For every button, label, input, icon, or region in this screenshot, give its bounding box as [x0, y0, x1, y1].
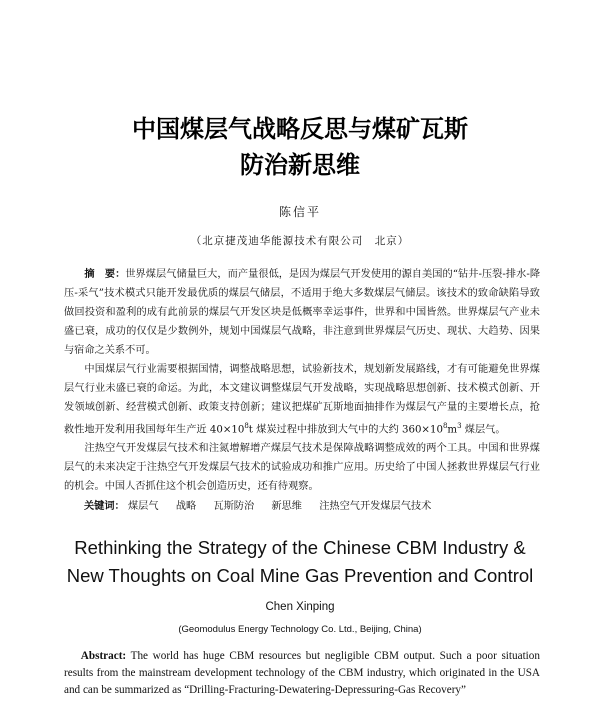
- english-author: Chen Xinping: [265, 601, 335, 613]
- chinese-abstract-paragraph-2: [64, 360, 540, 439]
- keyword: 战略: [175, 501, 197, 512]
- english-title-line2: New Thoughts on Coal Mine Gas Prevention and Control: [66, 565, 534, 586]
- chinese-keywords: [84, 497, 445, 512]
- chinese-abstract-text-1: 世界煤层气储量巨大，而产量很低，是因为煤层气开发使用的源自美国的“钻井-压裂-排水-降压-采气”技术模式只能开发最优质的煤层气储层，不适用于绝大多数煤层气储层。该技术的致命缺陷导致做回投资和盈利的成有此前景的煤层气开发区块是低概率幸运事件，世界和中国皆然。世界煤层气产业未盛已衰，成功的仅仅是少数例外，规划中国煤层气战略，非注意到世界煤层气历史、现状、大趋势、因果与宿命之关系不可。: [64, 269, 541, 356]
- english-abstract: [64, 648, 540, 699]
- chinese-abstract-text-2c: 煤层气。: [461, 424, 506, 436]
- english-abstract-text: The world has huge CBM resources but negligible CBM output. Such a poor situation results from the mainstream development technology of the CBM industry, which originated in the USA and can be summarized as “Drilling-Fracturing-Dewatering-Depressuring-Gas Recovery”: [64, 650, 540, 696]
- exponent: 8: [442, 422, 448, 430]
- chinese-abstract-text-2b: t 煤炭过程中排放到大气中的大约 360×10: [248, 424, 443, 436]
- keyword: 注热空气开发煤层气技术: [319, 501, 432, 512]
- keyword: 煤层气: [128, 501, 159, 512]
- keyword: 新思维: [271, 501, 302, 512]
- chinese-keywords-label: 关键词：: [84, 501, 125, 512]
- exponent: 8: [244, 422, 249, 430]
- english-abstract-label: Abstract:: [80, 650, 127, 662]
- chinese-author: 陈信平: [278, 205, 321, 219]
- exponent: 3: [457, 422, 462, 430]
- chinese-abstract-paragraph-1: [64, 265, 540, 360]
- english-title-line1: Rethinking the Strategy of the Chinese CBM Industry &: [74, 537, 526, 558]
- chinese-title-line1: 中国煤层气战略反思与煤矿瓦斯: [132, 115, 468, 143]
- unit: m: [447, 424, 458, 436]
- chinese-title-line2: 防治新思维: [240, 151, 360, 179]
- english-affiliation: (Geomodulus Energy Technology Co. Ltd., Beijing, China): [178, 624, 422, 635]
- chinese-abstract: [64, 265, 540, 496]
- chinese-abstract-text-3: 注热空气开发煤层气技术和注氮增解增产煤层气技术是保障战略调整成效的两个工具。中国和世界煤层气的未来决定于注热空气开发煤层气技术的试验成功和推广应用。历史给了中国人拯救世界煤层气行业的机会。中国人否抓住这个机会创造历史，还有待观察。: [64, 443, 540, 493]
- chinese-affiliation: （北京捷茂迪华能源技术有限公司 北京）: [190, 235, 410, 247]
- chinese-abstract-paragraph-3: [64, 439, 540, 496]
- chinese-abstract-text-2: 中国煤层气行业需要根据国情，调整战略思想，试验新技术，规划新发展路线，才有可能避免世界煤层气行业未盛已衰的命运。为此，本文建议调整煤层气开发战略，实现战略思想创新、技术模式创新、开发领域创新、经营模式创新、政策支持创新；建议把煤矿瓦斯地面抽排作为煤层气产量的主要增长点，抢救性地开发利用我国每年生产近 40×10: [64, 364, 540, 436]
- keyword: 瓦斯防治: [213, 501, 255, 512]
- chinese-abstract-label: 摘 要：: [84, 269, 126, 280]
